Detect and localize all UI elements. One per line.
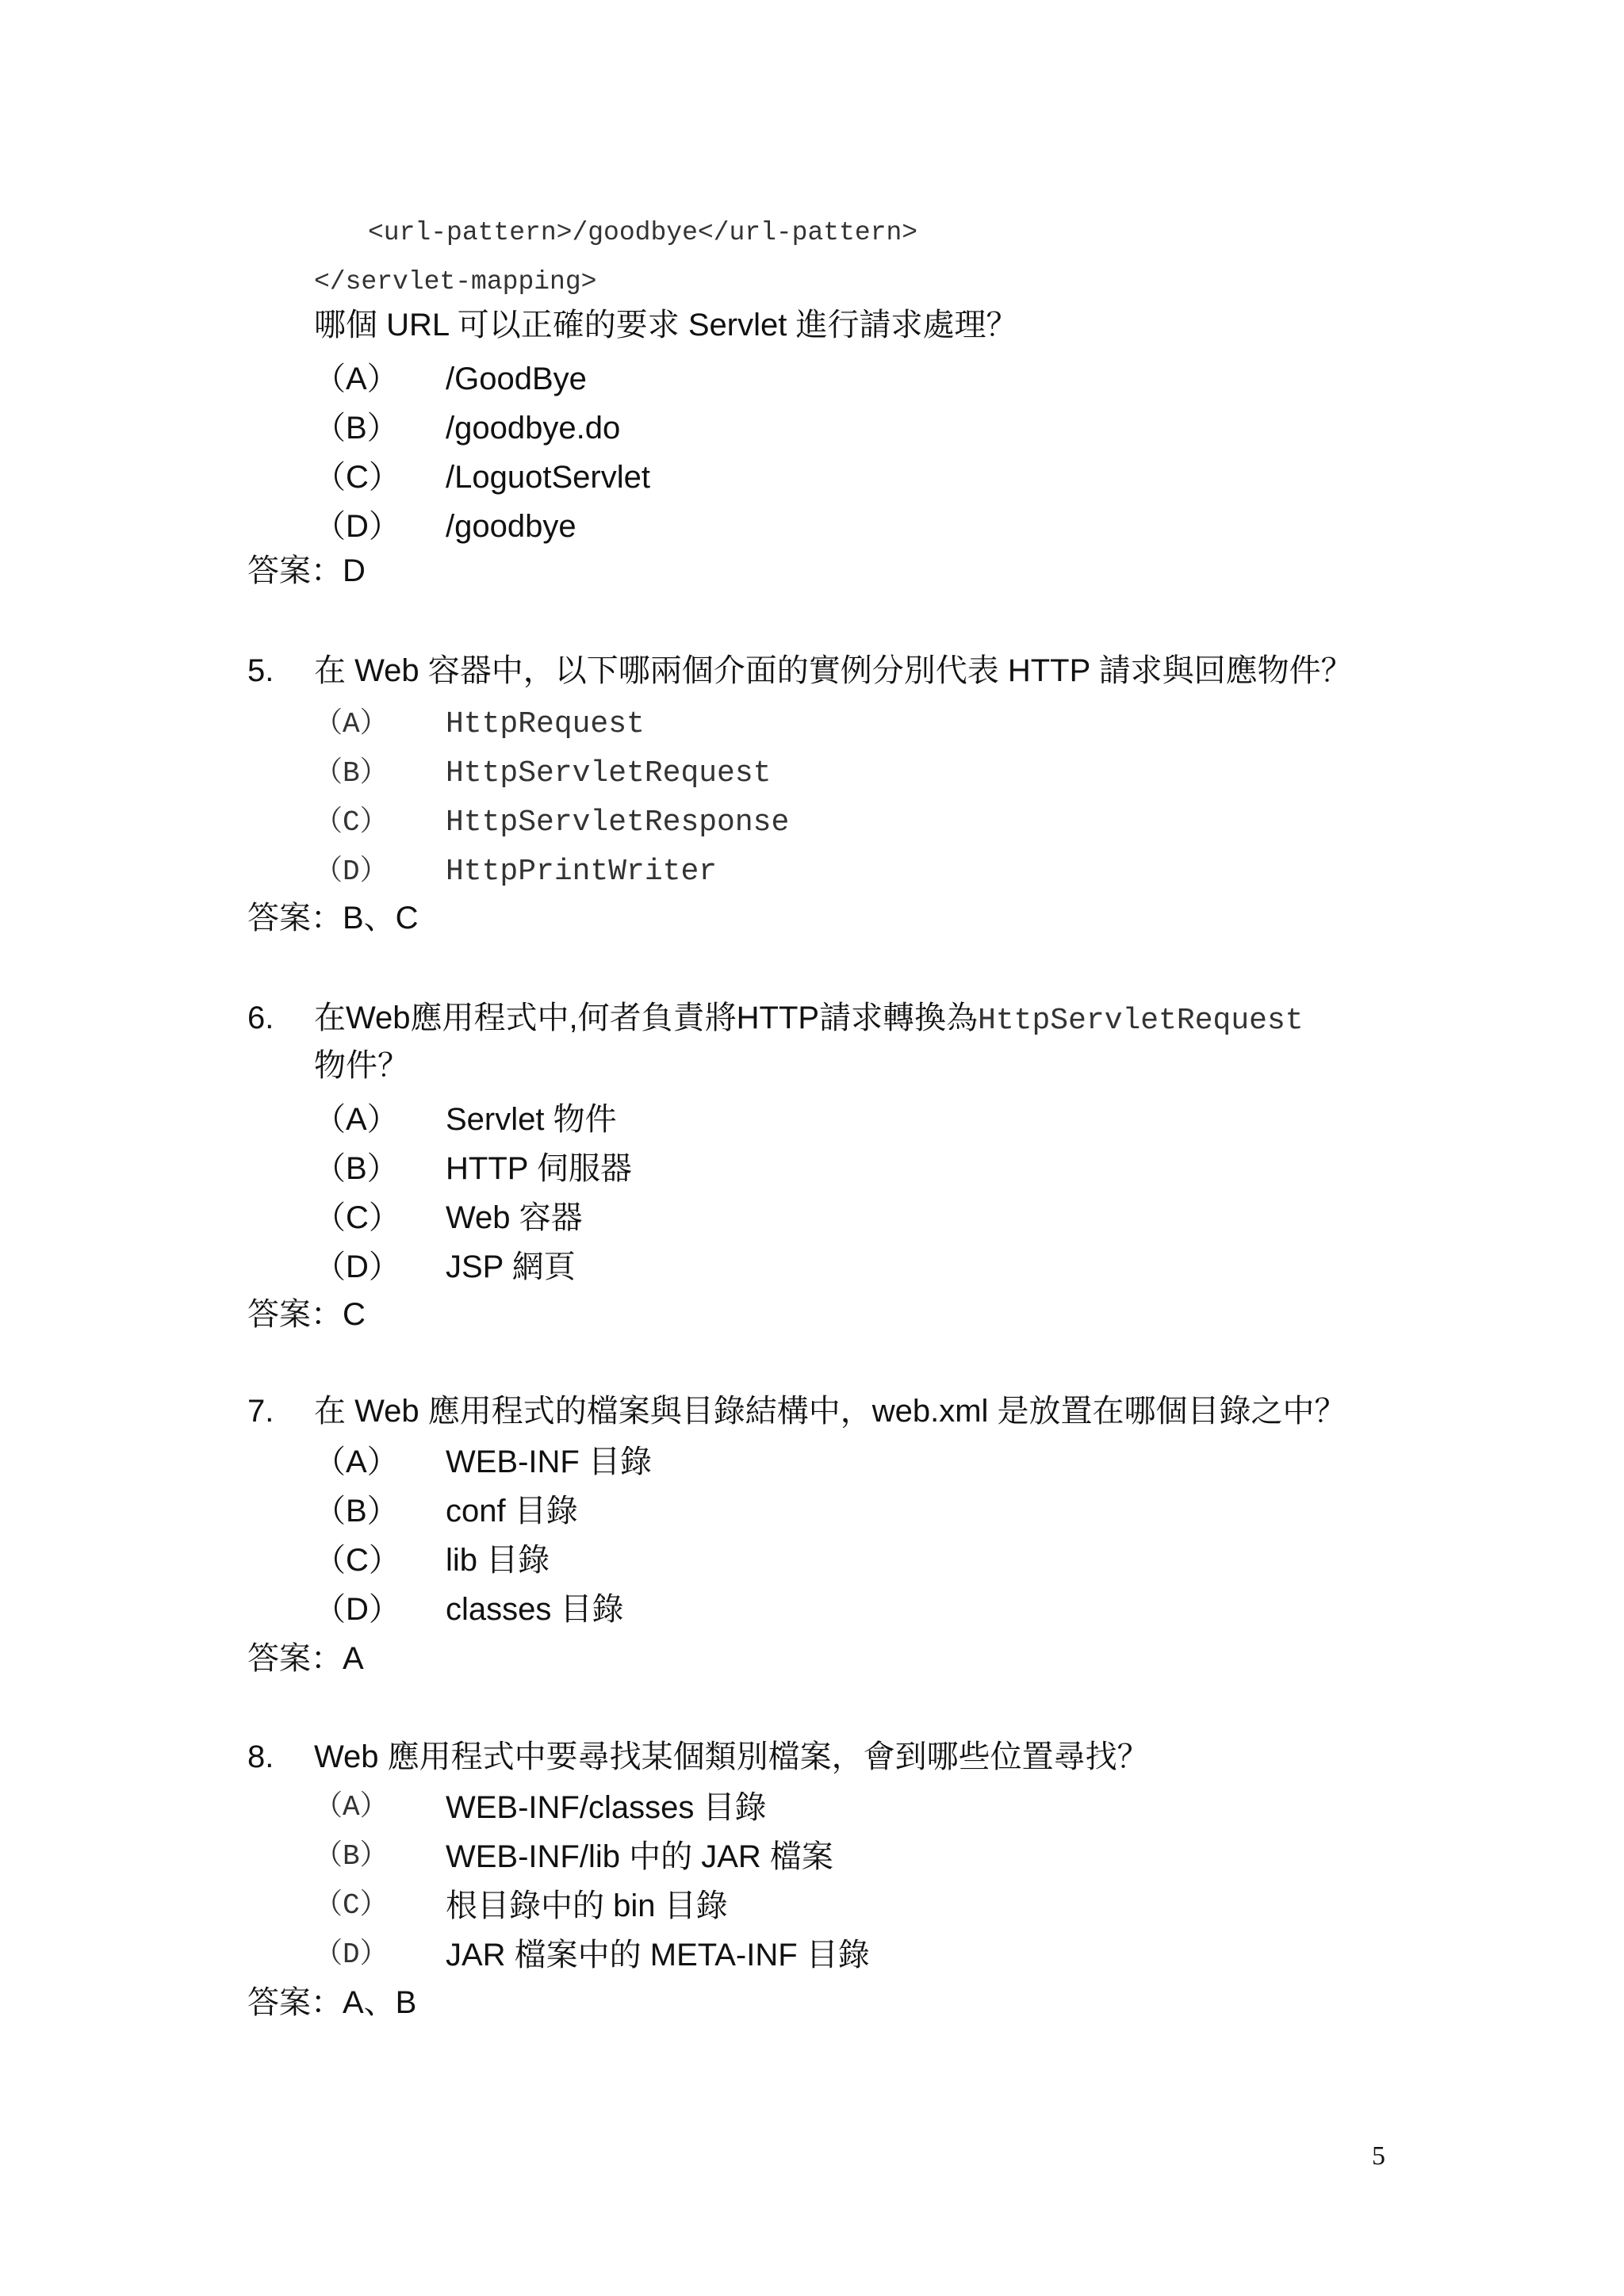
q7-question-text: 在 Web 應用程式的檔案與目錄結構中，web.xml 是放置在哪個目錄之中？ [314, 1394, 1346, 1429]
q5-option-a-text: HttpRequest [446, 707, 645, 741]
q8-option-c-label: （C） [314, 1889, 389, 1922]
q6-option-a-text: Servlet 物件 [446, 1102, 617, 1137]
q5-option-b-label: （B） [314, 757, 389, 790]
q6-option-b-label: （B） [314, 1151, 399, 1186]
q6-number: 6. [247, 1001, 274, 1035]
q4-answer: 答案：D [247, 553, 366, 588]
page-number: 5 [1372, 2141, 1385, 2171]
q7-option-c-text: lib 目錄 [446, 1543, 550, 1578]
q8-option-a-label: （A） [314, 1791, 389, 1823]
q5-answer: 答案：B、C [247, 901, 419, 936]
q8-option-b-text: WEB-INF/lib 中的 JAR 檔案 [446, 1839, 833, 1874]
q7-number: 7. [247, 1394, 274, 1429]
q6-question-line1 [314, 997, 1304, 1042]
q6-question-line2: 物件？ [314, 1048, 409, 1083]
q4-option-d-text: /goodbye [446, 509, 576, 544]
q8-answer: 答案：A、B [247, 1985, 417, 2020]
q4-option-c-text: /LoguotServlet [446, 460, 650, 495]
q8-number: 8. [247, 1739, 274, 1774]
code-line-url-pattern: <url-pattern>/goodbye</url-pattern> [368, 218, 918, 247]
q5-option-d-text: HttpPrintWriter [446, 855, 718, 889]
q8-option-b-label: （B） [314, 1840, 389, 1873]
q8-option-d-text: JAR 檔案中的 META-INF 目錄 [446, 1938, 870, 1973]
q4-option-d-label: （D） [314, 509, 400, 544]
q6-option-a-label: （A） [314, 1102, 399, 1137]
q5-question-text: 在 Web 容器中，以下哪兩個介面的實例分別代表 HTTP 請求與回應物件？ [314, 653, 1353, 688]
q6-question-prefix: 在Web應用程式中,何者負責將HTTP請求轉換為 [314, 1001, 979, 1035]
q8-option-a-text: WEB-INF/classes 目錄 [446, 1790, 767, 1825]
q7-option-c-label: （C） [314, 1543, 400, 1578]
q5-number: 5. [247, 653, 274, 688]
q5-option-c-text: HttpServletResponse [446, 806, 790, 840]
q7-option-a-text: WEB-INF 目錄 [446, 1445, 652, 1479]
q6-answer: 答案：C [247, 1297, 366, 1332]
q7-option-d-label: （D） [314, 1592, 400, 1627]
code-line-servlet-mapping-close: </servlet-mapping> [314, 267, 597, 297]
q5-option-d-label: （D） [314, 855, 389, 888]
q8-option-d-label: （D） [314, 1938, 389, 1971]
q4-option-a-text: /GoodBye [446, 362, 587, 396]
q4-option-b-text: /goodbye.do [446, 411, 621, 446]
q6-option-b-text: HTTP 伺服器 [446, 1151, 632, 1186]
q7-answer: 答案：A [247, 1641, 364, 1676]
q7-option-b-text: conf 目錄 [446, 1494, 578, 1529]
q5-option-c-label: （C） [314, 806, 389, 839]
q8-option-c-text: 根目錄中的 bin 目錄 [446, 1888, 728, 1923]
q6-option-d-text: JSP 網頁 [446, 1249, 576, 1284]
q5-option-b-text: HttpServletRequest [446, 756, 772, 790]
q4-option-b-label: （B） [314, 411, 399, 446]
q5-option-a-label: （A） [314, 708, 389, 740]
q6-option-c-label: （C） [314, 1200, 400, 1235]
q7-option-b-label: （B） [314, 1494, 399, 1529]
q7-option-a-label: （A） [314, 1445, 399, 1479]
q4-option-a-label: （A） [314, 362, 399, 396]
q6-option-c-text: Web 容器 [446, 1200, 583, 1235]
q4-question-text: 哪個 URL 可以正確的要求 Servlet 進行請求處理？ [314, 308, 1018, 342]
q7-option-d-text: classes 目錄 [446, 1592, 624, 1627]
q6-question-code: HttpServletRequest [978, 1004, 1304, 1038]
q8-question-text: Web 應用程式中要尋找某個類別檔案，會到哪些位置尋找？ [314, 1739, 1149, 1774]
q6-option-d-label: （D） [314, 1249, 400, 1284]
q4-option-c-label: （C） [314, 460, 400, 495]
